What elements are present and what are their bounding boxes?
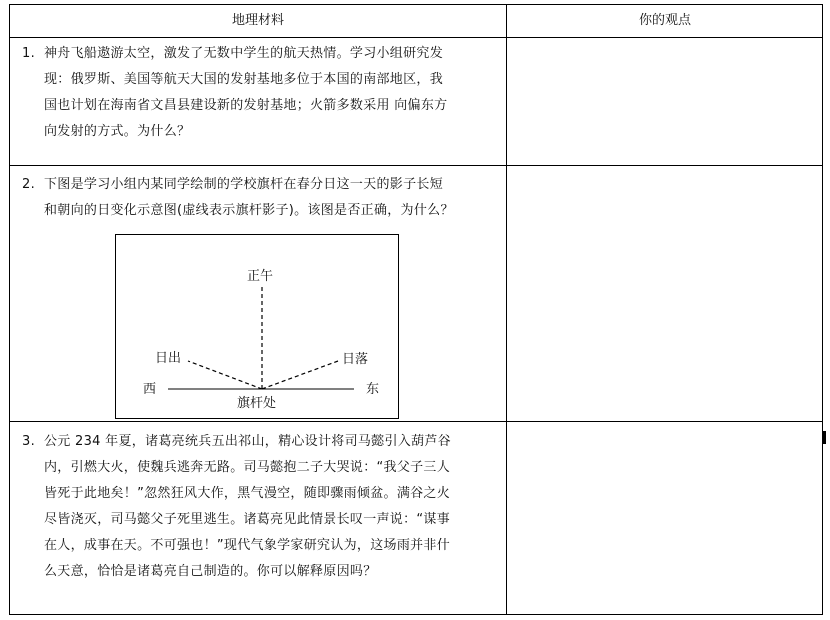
row-divider-2: [10, 421, 822, 422]
shadow-diagram: [115, 234, 399, 419]
label-sunset: 日落: [342, 352, 369, 367]
label-noon: 正午: [247, 269, 274, 284]
shadow-diagram-svg: [116, 235, 398, 418]
question-line: 向发射的方式。为什么？: [44, 124, 191, 139]
header-divider: [10, 37, 822, 38]
sunset-shadow: [262, 361, 338, 389]
header-material: 地理材料: [231, 13, 284, 28]
question-line: 和朝向的日变化示意图(虚线表示旗杆影子)。该图是否正确，为什么？: [44, 203, 454, 218]
row-divider-1: [10, 165, 822, 166]
label-flagpole: 旗杆处: [237, 396, 277, 411]
question-line: 现：俄罗斯、美国等航天大国的发射基地多位于本国的南部地区，我: [44, 72, 444, 87]
label-sunrise: 日出: [155, 351, 182, 366]
question-line: 在人，成事在天。不可强也！”现代气象学家研究认为，这场雨并非什: [44, 538, 451, 553]
question-number: 2.: [22, 177, 36, 192]
question-line: 国也计划在海南省文昌县建设新的发射基地；火箭多数采用 向偏东方: [44, 98, 448, 113]
worksheet-table: [9, 4, 823, 615]
question-line: 内，引燃大火，使魏兵逃奔无路。司马懿抱二子大哭说：“我父子三人: [44, 460, 451, 475]
column-divider: [506, 5, 507, 614]
question-number: 3.: [22, 434, 36, 449]
question-2: [22, 172, 500, 224]
question-line: 公元 234 年夏，诸葛亮统兵五出祁山，精心设计将司马懿引入葫芦谷: [44, 434, 451, 449]
label-east: 东: [366, 382, 380, 397]
question-line: 皆死于此地矣！”忽然狂风大作，黑气漫空，随即骤雨倾盆。满谷之火: [44, 486, 451, 501]
question-line: 尽皆浇灭，司马懿父子死里逃生。诸葛亮见此情景长叹一声说：“谋事: [44, 512, 451, 527]
question-line: 下图是学习小组内某同学绘制的学校旗杆在春分日这一天的影子长短: [44, 177, 444, 192]
question-1: [22, 41, 500, 145]
sunrise-shadow: [188, 361, 262, 389]
question-number: 1.: [22, 46, 36, 61]
question-line: 神舟飞船遨游太空，激发了无数中学生的航天热情。学习小组研究发: [44, 46, 444, 61]
question-3: [22, 429, 500, 585]
question-line: 么天意，恰恰是诸葛亮自己制造的。你可以解释原因吗？: [44, 564, 377, 579]
label-west: 西: [143, 382, 157, 397]
edge-marker: [823, 431, 826, 444]
header-opinion: 你的观点: [638, 13, 691, 28]
